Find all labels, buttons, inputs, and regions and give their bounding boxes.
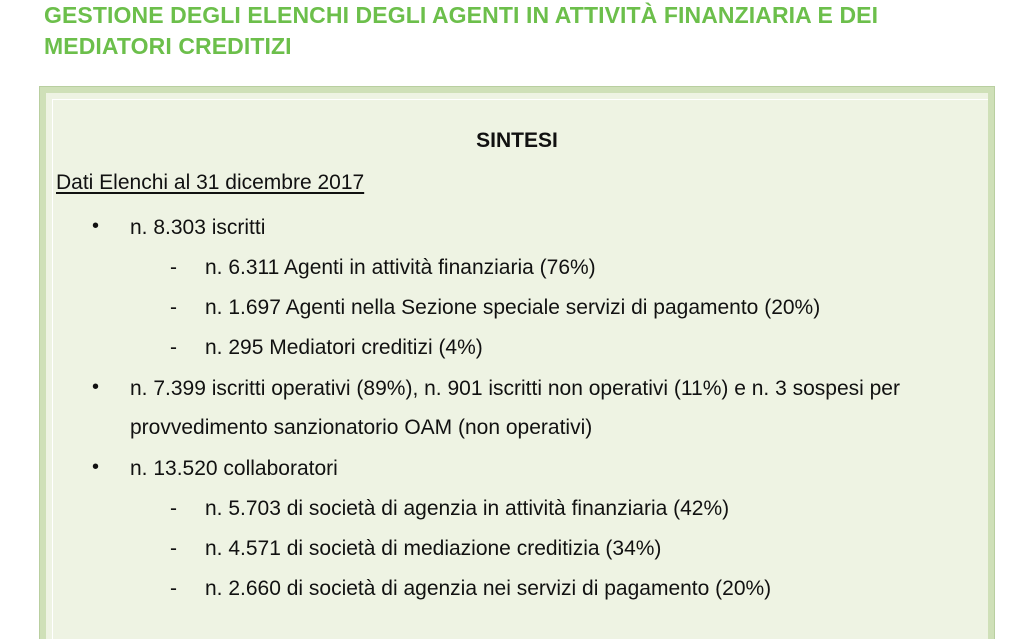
- dash-marker: -: [170, 577, 177, 600]
- title-line-2: MEDIATORI CREDITIZI: [44, 33, 292, 59]
- dash-marker: -: [170, 336, 177, 359]
- sub-item-mediatori: n. 295 Mediatori creditizi (4%): [205, 336, 483, 359]
- sub-item-agenzia-finanziaria: n. 5.703 di società di agenzia in attività finanziaria (42%): [205, 497, 730, 520]
- title-line-1: GESTIONE DEGLI ELENCHI DEGLI AGENTI IN ATTIVITÀ FINANZIARIA E DEI: [44, 2, 879, 28]
- dash-marker: -: [170, 497, 177, 520]
- sub-item-agenti-attivita: n. 6.311 Agenti in attività finanziaria (76%): [205, 256, 596, 279]
- dash-marker: -: [170, 256, 177, 279]
- list-item-operativi-line1: n. 7.399 iscritti operativi (89%), n. 901 iscritti non operativi (11%) e n. 3 sospesi per: [130, 377, 900, 400]
- bullet-marker: •: [92, 376, 100, 398]
- sub-item-servizi-pagamento: n. 2.660 di società di agenzia nei servizi di pagamento (20%): [205, 577, 772, 600]
- sub-item-mediazione-creditizia: n. 4.571 di società di mediazione creditizia (34%): [205, 537, 662, 560]
- list-item-operativi-line2: provvedimento sanzionatorio OAM (non operativi): [130, 416, 593, 439]
- list-item-collaboratori: n. 13.520 collaboratori: [130, 457, 338, 480]
- date-line: Dati Elenchi al 31 dicembre 2017: [56, 171, 365, 194]
- bullet-marker: •: [92, 215, 100, 237]
- dash-marker: -: [170, 296, 177, 319]
- page-title: [44, 0, 1004, 62]
- dash-marker: -: [170, 537, 177, 560]
- bullet-marker: •: [92, 456, 100, 478]
- sub-item-agenti-pagamento: n. 1.697 Agenti nella Sezione speciale servizi di pagamento (20%): [205, 296, 821, 319]
- summary-heading: SINTESI: [476, 129, 558, 152]
- list-item-total-iscritti: n. 8.303 iscritti: [130, 216, 266, 239]
